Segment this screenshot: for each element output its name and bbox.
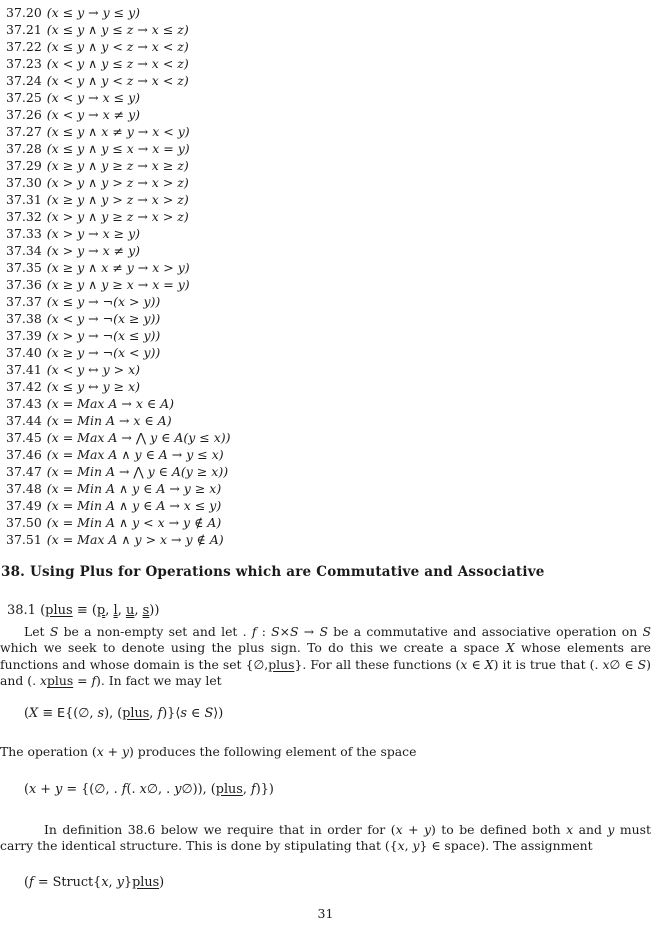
formula-item-37.39 (6, 327, 651, 344)
text-segment: S (642, 624, 651, 639)
formula-item-37.30 (6, 174, 651, 191)
text-segment: = (73, 673, 92, 689)
formula-f-struct (24, 874, 651, 891)
text-segment: x (602, 656, 610, 672)
formula-item-37.40 (6, 344, 651, 361)
text-segment: ( (24, 705, 29, 721)
text-segment: be a commutative and associative operation on (327, 624, 643, 639)
text-segment: y (607, 822, 615, 838)
text-segment: 38.1 ( (7, 603, 46, 618)
text-segment: ∅, . (146, 782, 175, 798)
formula-body: (x = Max A ∧ y ∈ A → y ≤ x) (46, 447, 224, 462)
formula-item-37.49 (6, 497, 651, 514)
formula-item-37.44 (6, 412, 651, 429)
formula-number: 37.37 (6, 294, 42, 309)
formula-body: (x < y → ¬(x ≥ y)) (46, 311, 161, 326)
text-segment: → (298, 624, 320, 639)
text-segment: } ∈ space). The assignment (419, 838, 593, 854)
formula-number: 37.38 (6, 311, 42, 326)
text-segment: y (121, 743, 129, 759)
formula-body: (x < y → x ≠ y) (46, 107, 141, 122)
text-segment: f (251, 782, 256, 798)
formula-space-x (24, 705, 651, 722)
formula-number: 37.39 (6, 328, 42, 343)
text-segment: + (36, 782, 56, 798)
formula-item-37.28 (6, 140, 651, 157)
text-segment: S (271, 624, 280, 639)
formula-item-37.41 (6, 361, 651, 378)
text-segment: } (123, 874, 133, 890)
formula-body: (x = Min A ∧ y ∈ A → y ≥ x) (46, 481, 222, 496)
text-segment: X (29, 705, 39, 721)
text-segment: y (423, 822, 431, 838)
formula-number: 37.26 (6, 107, 42, 122)
formula-number: 37.24 (6, 73, 42, 88)
text-segment: = Struct{ (33, 874, 102, 890)
formula-item-37.26 (6, 106, 651, 123)
text-segment: s (180, 705, 187, 721)
formula-x-plus-y (24, 781, 651, 798)
formula-body: (x ≤ y ∧ x ≠ y → x < y) (46, 124, 190, 139)
text-segment: plus (122, 705, 150, 721)
text-segment: x (397, 838, 405, 854)
formula-number: 37.47 (6, 464, 42, 479)
formula-item-37.50 (6, 514, 651, 531)
formula-number: 37.36 (6, 277, 42, 292)
formula-item-37.34 (6, 242, 651, 259)
formula-item-37.36 (6, 276, 651, 293)
text-segment: ∈ (467, 656, 485, 672)
text-segment: S (637, 656, 647, 672)
text-segment: y (412, 838, 420, 854)
text-segment: X (484, 656, 494, 672)
text-segment: Let (24, 624, 50, 639)
formula-body: (x < y ∧ y ≤ z → x < z) (46, 56, 189, 71)
formula-body: (x ≥ y ∧ x ≠ y → x > y) (46, 260, 190, 275)
formula-item-37.23 (6, 55, 651, 72)
text-segment: ), ( (104, 705, 123, 721)
text-segment: ⟩) (213, 705, 224, 721)
text-segment: plus (45, 603, 73, 618)
formula-number: 37.46 (6, 447, 42, 462)
formula-item-37.43 (6, 395, 651, 412)
formula-body: (x ≤ y ∧ y ≤ z → x ≤ z) (46, 22, 189, 37)
formula-number: 37.22 (6, 39, 42, 54)
formula-number: 37.31 (6, 192, 42, 207)
formula-body: (x ≥ y → ¬(x < y)) (46, 345, 161, 360)
section-38-heading: 38. Using Plus for Operations which are Commutative and Associative (1, 564, 545, 580)
page-number: 31 (317, 906, 334, 921)
formula-body: (x = Min A ∧ y ∈ A → x ≤ y) (46, 498, 222, 513)
text-segment: {(∅, (65, 705, 98, 721)
formula-item-37.22 (6, 38, 651, 55)
formula-item-37.21 (6, 21, 651, 38)
formula-number: 37.45 (6, 430, 42, 445)
text-segment: E (56, 705, 66, 721)
formula-number: 37.32 (6, 209, 42, 224)
text-segment: ≡ ( (72, 603, 97, 618)
text-segment: y (116, 874, 124, 890)
text-segment: u (125, 603, 135, 618)
text-segment: )) (149, 603, 160, 618)
formula-item-37.51 (6, 531, 651, 548)
text-segment: plus (268, 656, 295, 672)
text-segment: x (29, 782, 37, 798)
formula-item-37.29 (6, 157, 651, 174)
text-segment: ≡ (38, 705, 57, 721)
text-segment: ) to be defined both (430, 822, 567, 838)
formula-body: (x ≤ y → ¬(x > y)) (46, 294, 161, 309)
text-segment: which we seek to denote using the plus sign. To do this we create a space (0, 640, 506, 656)
formula-number: 37.21 (6, 22, 42, 37)
formula-body: (x < y ∧ y < z → x < z) (46, 73, 189, 88)
formula-body: (x = Min A ∧ y < x → y ∉ A) (46, 515, 222, 530)
text-segment: f (157, 705, 163, 721)
formula-number: 37.34 (6, 243, 42, 258)
text-segment: s (142, 603, 150, 618)
text-segment: In definition 38.6 below we require that in order for ( (44, 822, 396, 838)
text-segment: The operation ( (0, 743, 97, 759)
formula-body: (x = Min A → x ∈ A) (46, 413, 172, 428)
text-segment: x (139, 782, 147, 798)
text-segment: ( (24, 874, 29, 890)
formula-item-37.37 (6, 293, 651, 310)
text-segment: ) it is true that (. (493, 656, 603, 672)
paragraph-definition-38-6 (0, 822, 651, 855)
text-segment: x (96, 743, 104, 759)
text-segment: x (566, 822, 574, 838)
text-segment: and (573, 822, 608, 838)
formula-body: (x < y → x ≤ y) (46, 90, 141, 105)
text-segment: ( (24, 782, 29, 798)
formula-body: (x ≤ y ↔ y ≥ x) (46, 379, 141, 394)
text-segment: ) and (. (0, 656, 651, 689)
formula-number: 37.49 (6, 498, 42, 513)
formula-number: 37.29 (6, 158, 42, 173)
text-segment: , (242, 782, 251, 798)
formula-number: 37.33 (6, 226, 42, 241)
paragraph-operation (0, 744, 651, 760)
formula-number: 37.27 (6, 124, 42, 139)
formula-item-37.32 (6, 208, 651, 225)
text-segment: ) produces the following element of the space (128, 743, 417, 759)
text-segment: + (402, 822, 424, 838)
text-segment: S (204, 705, 214, 721)
formula-number: 37.23 (6, 56, 42, 71)
text-segment: S (49, 624, 59, 639)
text-segment: S (319, 624, 328, 639)
text-segment: ) (159, 874, 165, 890)
text-segment: × (279, 624, 291, 639)
text-segment: , (404, 838, 413, 854)
formula-number: 37.43 (6, 396, 42, 411)
formula-item-37.20 (6, 4, 651, 21)
formula-item-37.42 (6, 378, 651, 395)
text-segment: x (395, 822, 403, 838)
text-segment: )}⟨ (162, 705, 181, 721)
text-segment: X (505, 640, 515, 656)
text-segment: , (134, 603, 143, 618)
formula-body: (x > y → ¬(x ≤ y)) (46, 328, 161, 343)
formula-item-37.38 (6, 310, 651, 327)
formula-number: 37.35 (6, 260, 42, 275)
text-segment: x (39, 673, 47, 689)
formula-item-37.24 (6, 72, 651, 89)
formula-number: 37.51 (6, 532, 42, 547)
formula-body: (x < y ↔ y > x) (46, 362, 141, 377)
text-segment: , (117, 603, 126, 618)
paragraph-intro (0, 624, 651, 690)
formula-item-37.46 (6, 446, 651, 463)
text-segment: ∅ ∈ (609, 656, 638, 672)
formula-item-37.25 (6, 89, 651, 106)
text-segment: + (103, 743, 122, 759)
text-segment: x (460, 656, 468, 672)
text-segment: plus (46, 673, 74, 689)
text-segment: plus (215, 782, 243, 798)
text-segment: f (121, 782, 127, 798)
text-segment: }. For all these functions ( (294, 656, 461, 672)
text-segment: ∅)), ( (181, 782, 216, 798)
formula-item-37.35 (6, 259, 651, 276)
text-segment: p (96, 603, 106, 618)
formula-item-37.45 (6, 429, 651, 446)
text-segment: f (29, 874, 34, 890)
text-segment: be a non-empty set and let . (58, 624, 252, 639)
text-segment: ∈ (186, 705, 205, 721)
definition-38-1 (7, 602, 651, 620)
formula-number: 37.20 (6, 5, 42, 20)
formula-body: (x ≥ y ∧ y > z → x > z) (46, 192, 189, 207)
formula-number: 37.41 (6, 362, 42, 377)
formula-number: 37.42 (6, 379, 42, 394)
text-segment: l (113, 603, 118, 618)
formula-item-37.31 (6, 191, 651, 208)
formula-item-37.47 (6, 463, 651, 480)
formula-number: 37.48 (6, 481, 42, 496)
text-segment: y (174, 782, 182, 798)
formula-body: (x ≥ y ∧ y ≥ x → x = y) (46, 277, 190, 292)
formula-body: (x ≤ y ∧ y ≤ x → x = y) (46, 141, 190, 156)
formula-number: 37.44 (6, 413, 42, 428)
text-segment: S (290, 624, 299, 639)
formula-item-37.48 (6, 480, 651, 497)
formula-number: 37.30 (6, 175, 42, 190)
formula-body: (x = Min A → ⋀ y ∈ A(y ≥ x)) (46, 464, 229, 479)
formula-number: 37.40 (6, 345, 42, 360)
formula-body: (x ≥ y ∧ y ≥ z → x ≥ z) (46, 158, 189, 173)
text-segment: f (251, 624, 257, 639)
text-segment: = {(∅, . (62, 782, 122, 798)
text-segment: plus (132, 874, 160, 890)
text-segment: x (101, 874, 109, 890)
formula-number: 37.28 (6, 141, 42, 156)
formula-body: (x > y → x ≥ y) (46, 226, 141, 241)
text-segment: f (91, 673, 97, 689)
text-segment: whose elements are functions and whose domain is the set {∅, (0, 640, 651, 672)
formula-body: (x > y → x ≠ y) (46, 243, 141, 258)
text-segment: must carry the identical structure. This is done by stipulating that ({ (0, 822, 651, 854)
formula-body: (x = Max A ∧ y > x → y ∉ A) (46, 532, 224, 547)
formula-number: 37.25 (6, 90, 42, 105)
formula-body: (x = Max A → x ∈ A) (46, 396, 175, 411)
text-segment: ). In fact we may let (96, 673, 222, 689)
text-segment: : (256, 624, 272, 639)
text-segment: y (55, 782, 63, 798)
text-segment: , (105, 603, 114, 618)
formula-body: (x = Max A → ⋀ y ∈ A(y ≤ x)) (46, 430, 231, 445)
formula-number: 37.50 (6, 515, 42, 530)
formula-item-37.27 (6, 123, 651, 140)
formula-body: (x > y ∧ y ≥ z → x > z) (46, 209, 189, 224)
formula-item-37.33 (6, 225, 651, 242)
text-segment: , (108, 874, 117, 890)
formula-body: (x > y ∧ y > z → x > z) (46, 175, 189, 190)
text-segment: , (149, 705, 158, 721)
text-segment: s (97, 705, 105, 721)
formula-body: (x ≤ y → y ≤ y) (46, 5, 141, 20)
text-segment: )}) (255, 782, 274, 798)
formula-body: (x ≤ y ∧ y < z → x < z) (46, 39, 189, 54)
text-segment: (. (126, 782, 140, 798)
